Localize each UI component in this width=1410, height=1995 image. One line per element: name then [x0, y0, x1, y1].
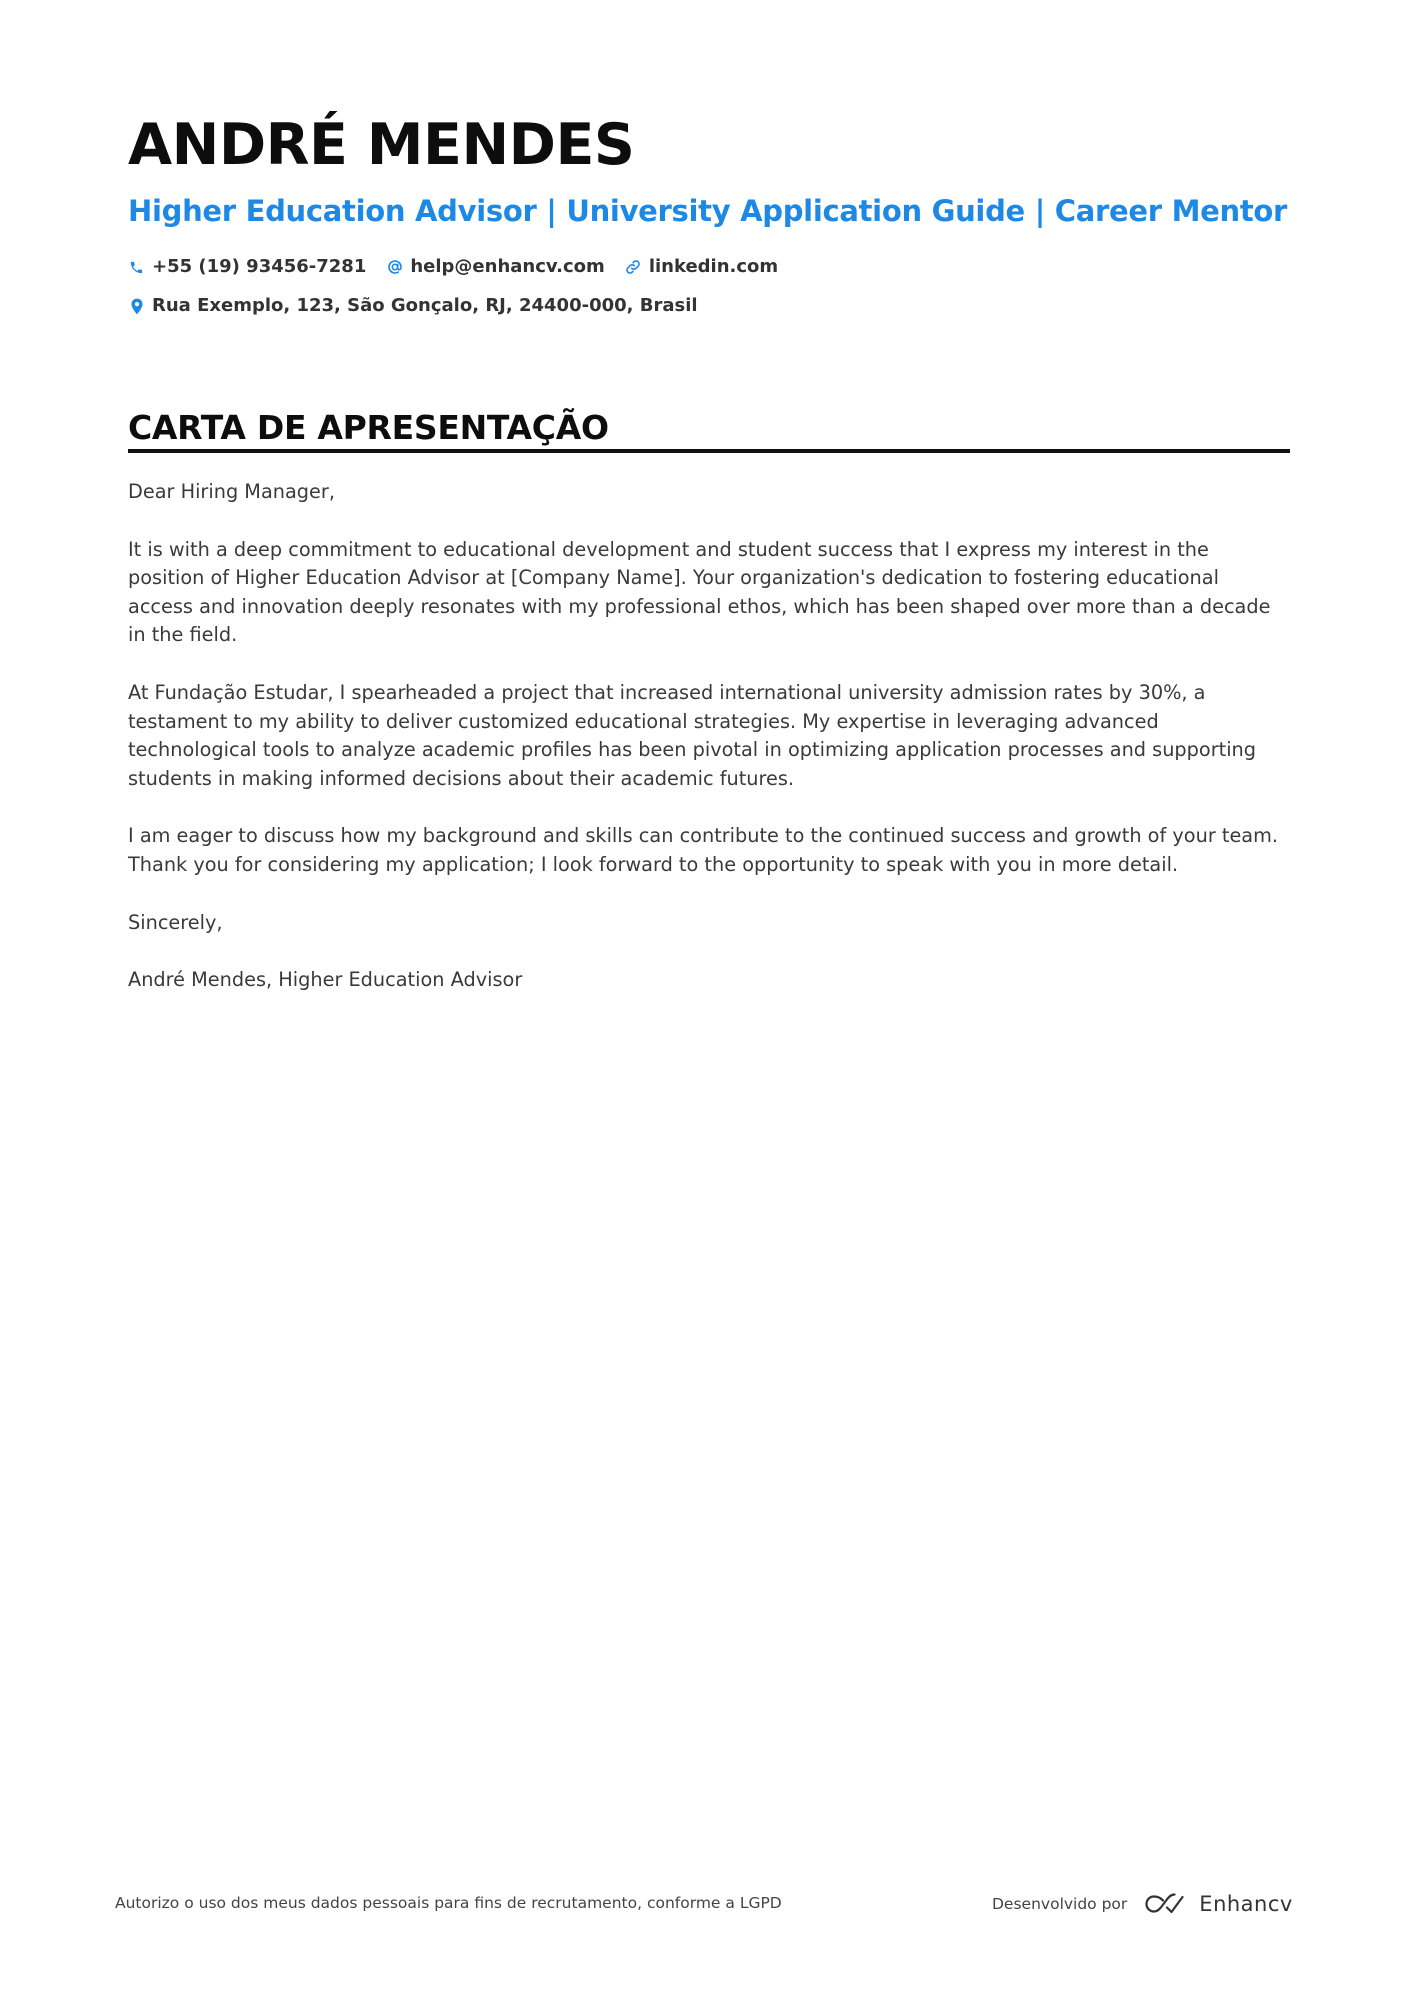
letter-closing: Sincerely,	[128, 910, 223, 934]
phone-text: +55 (19) 93456-7281	[152, 256, 367, 277]
contact-address	[128, 291, 698, 321]
letter-paragraph: I am eager to discuss how my background and skills can contribute to the continued success and growth of your team. Thank you for considering my application; I look forward to the opportunity to speak with you in more detail.	[128, 824, 1279, 876]
section-title: CARTA DE APRESENTAÇÃO	[128, 408, 609, 447]
section-divider	[128, 449, 1290, 453]
contact-linkedin[interactable]	[625, 252, 778, 282]
enhancv-brand-name: Enhancv	[1199, 1892, 1293, 1916]
phone-icon	[128, 259, 145, 276]
at-icon	[386, 259, 403, 276]
contact-phone	[128, 252, 366, 282]
letter-paragraph: It is with a deep commitment to educational development and student success that I express my interest in the position of Higher Education Advisor at [Company Name]. Your organization's dedication to fostering educational access and innovation deeply resonates with my professional ethos, which has been shaped over more than a decade in the field.	[128, 537, 1271, 647]
address-text: Rua Exemplo, 123, São Gonçalo, RJ, 24400-000, Brasil	[152, 295, 698, 316]
contact-address-row	[128, 291, 718, 321]
letter-salutation: Dear Hiring Manager,	[128, 480, 335, 503]
linkedin-link[interactable]: linkedin.com	[648, 256, 779, 277]
powered-by[interactable]	[992, 1887, 1293, 1921]
contact-email[interactable]	[386, 252, 604, 282]
candidate-headline: Higher Education Advisor | University Application Guide | Career Mentor	[128, 194, 1288, 228]
email-link[interactable]: help@enhancv.com	[410, 256, 605, 277]
letter-body	[128, 478, 1290, 1024]
contact-info-row	[128, 252, 798, 282]
location-pin-icon	[128, 298, 145, 315]
powered-by-label: Desenvolvido por	[992, 1895, 1128, 1913]
link-icon	[625, 259, 642, 276]
candidate-name: ANDRÉ MENDES	[128, 112, 635, 178]
enhancv-logo-icon	[1141, 1891, 1189, 1917]
letter-signature: André Mendes, Higher Education Advisor	[128, 968, 523, 992]
consent-note: Autorizo o uso dos meus dados pessoais para fins de recrutamento, conforme a LGPD	[115, 1894, 782, 1912]
letter-paragraph: At Fundação Estudar, I spearheaded a project that increased international university admission rates by 30%, a testament to my ability to deliver customized educational strategies. My expertise in leveraging advanced technological tools to analyze academic profiles has been pivotal in optimizing application processes and supporting students in making informed decisions about their academic futures.	[128, 680, 1257, 790]
